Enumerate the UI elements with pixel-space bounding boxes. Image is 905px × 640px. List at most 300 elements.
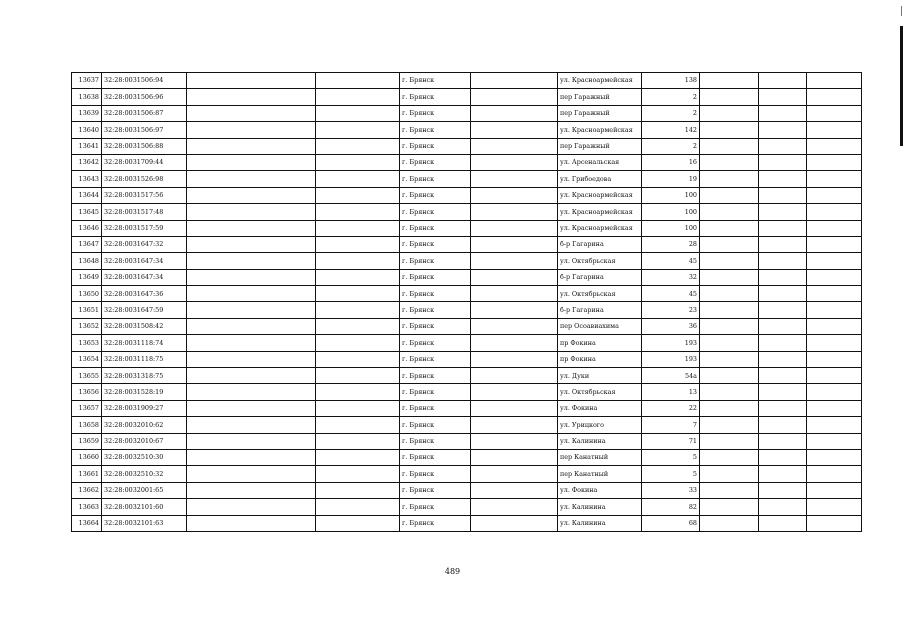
empty-cell [807, 269, 862, 285]
cadastral-number-cell: 32:28:0031517:56 [102, 187, 187, 203]
city-cell: г. Брянск [400, 236, 471, 252]
city-cell: г. Брянск [400, 204, 471, 220]
empty-cell [700, 253, 759, 269]
registry-table [71, 72, 862, 532]
house-number-cell: 2 [642, 89, 700, 105]
empty-cell [471, 236, 558, 252]
cadastral-number-cell: 32:28:0031647:59 [102, 302, 187, 318]
city-cell: г. Брянск [400, 368, 471, 384]
empty-cell [700, 351, 759, 367]
street-cell: ул. Красноармейская [558, 122, 642, 138]
table-row [72, 105, 862, 121]
empty-cell [316, 269, 400, 285]
empty-cell [187, 400, 316, 416]
street-cell: пр Фокина [558, 335, 642, 351]
empty-cell [316, 73, 400, 89]
record-number-cell: 13656 [72, 384, 102, 400]
city-cell: г. Брянск [400, 417, 471, 433]
street-cell: ул. Октябрьская [558, 286, 642, 302]
house-number-cell: 33 [642, 482, 700, 498]
empty-cell [316, 449, 400, 465]
cadastral-number-cell: 32:28:0031506:94 [102, 73, 187, 89]
street-cell: б-р Гагарина [558, 269, 642, 285]
record-number-cell: 13641 [72, 138, 102, 154]
table-row [72, 187, 862, 203]
street-cell: пер Гаражный [558, 138, 642, 154]
empty-cell [807, 449, 862, 465]
house-number-cell: 2 [642, 138, 700, 154]
empty-cell [759, 138, 807, 154]
street-cell: б-р Гагарина [558, 302, 642, 318]
table-row [72, 138, 862, 154]
empty-cell [471, 400, 558, 416]
table-row [72, 449, 862, 465]
empty-cell [807, 253, 862, 269]
street-cell: ул. Фокина [558, 482, 642, 498]
record-number-cell: 13648 [72, 253, 102, 269]
empty-cell [759, 499, 807, 515]
empty-cell [700, 286, 759, 302]
cadastral-number-cell: 32:28:0031506:97 [102, 122, 187, 138]
empty-cell [187, 466, 316, 482]
empty-cell [316, 253, 400, 269]
city-cell: г. Брянск [400, 220, 471, 236]
empty-cell [316, 122, 400, 138]
empty-cell [700, 105, 759, 121]
empty-cell [807, 466, 862, 482]
empty-cell [316, 368, 400, 384]
city-cell: г. Брянск [400, 351, 471, 367]
city-cell: г. Брянск [400, 105, 471, 121]
empty-cell [187, 204, 316, 220]
record-number-cell: 13637 [72, 73, 102, 89]
record-number-cell: 13643 [72, 171, 102, 187]
empty-cell [759, 449, 807, 465]
empty-cell [700, 302, 759, 318]
empty-cell [700, 204, 759, 220]
empty-cell [759, 204, 807, 220]
record-number-cell: 13646 [72, 220, 102, 236]
empty-cell [700, 499, 759, 515]
empty-cell [807, 433, 862, 449]
cadastral-number-cell: 32:28:0031647:34 [102, 253, 187, 269]
record-number-cell: 13655 [72, 368, 102, 384]
table-row [72, 499, 862, 515]
street-cell: ул. Фокина [558, 400, 642, 416]
cadastral-number-cell: 32:28:0032001:65 [102, 482, 187, 498]
empty-cell [807, 171, 862, 187]
house-number-cell: 68 [642, 515, 700, 531]
empty-cell [316, 318, 400, 334]
empty-cell [187, 482, 316, 498]
empty-cell [471, 318, 558, 334]
record-number-cell: 13664 [72, 515, 102, 531]
house-number-cell: 22 [642, 400, 700, 416]
record-number-cell: 13651 [72, 302, 102, 318]
empty-cell [807, 89, 862, 105]
house-number-cell: 16 [642, 154, 700, 170]
empty-cell [807, 499, 862, 515]
empty-cell [187, 253, 316, 269]
scan-edge-mark [901, 6, 902, 16]
empty-cell [187, 302, 316, 318]
empty-cell [187, 171, 316, 187]
cadastral-number-cell: 32:28:0032101:63 [102, 515, 187, 531]
record-number-cell: 13654 [72, 351, 102, 367]
empty-cell [187, 154, 316, 170]
cadastral-number-cell: 32:28:0031118:74 [102, 335, 187, 351]
empty-cell [700, 187, 759, 203]
street-cell: пер Гаражный [558, 89, 642, 105]
empty-cell [700, 138, 759, 154]
empty-cell [316, 515, 400, 531]
empty-cell [187, 499, 316, 515]
record-number-cell: 13638 [72, 89, 102, 105]
empty-cell [700, 318, 759, 334]
street-cell: пр Фокина [558, 351, 642, 367]
city-cell: г. Брянск [400, 187, 471, 203]
table-row [72, 368, 862, 384]
empty-cell [700, 433, 759, 449]
empty-cell [807, 417, 862, 433]
empty-cell [759, 417, 807, 433]
empty-cell [471, 368, 558, 384]
empty-cell [187, 384, 316, 400]
street-cell: ул. Калинина [558, 515, 642, 531]
empty-cell [807, 351, 862, 367]
empty-cell [316, 384, 400, 400]
table-row [72, 433, 862, 449]
record-number-cell: 13657 [72, 400, 102, 416]
empty-cell [807, 204, 862, 220]
empty-cell [759, 253, 807, 269]
empty-cell [471, 351, 558, 367]
street-cell: ул. Красноармейская [558, 73, 642, 89]
empty-cell [471, 449, 558, 465]
empty-cell [316, 187, 400, 203]
empty-cell [700, 368, 759, 384]
table-row [72, 351, 862, 367]
empty-cell [807, 400, 862, 416]
empty-cell [700, 482, 759, 498]
empty-cell [471, 515, 558, 531]
empty-cell [807, 138, 862, 154]
street-cell: ул. Дуки [558, 368, 642, 384]
empty-cell [316, 466, 400, 482]
empty-cell [471, 89, 558, 105]
cadastral-number-cell: 32:28:0031528:19 [102, 384, 187, 400]
empty-cell [187, 236, 316, 252]
empty-cell [700, 220, 759, 236]
empty-cell [700, 449, 759, 465]
table-row [72, 335, 862, 351]
table-row [72, 269, 862, 285]
scan-edge-bar [900, 26, 903, 146]
empty-cell [807, 318, 862, 334]
empty-cell [471, 154, 558, 170]
city-cell: г. Брянск [400, 89, 471, 105]
table-row [72, 466, 862, 482]
record-number-cell: 13639 [72, 105, 102, 121]
record-number-cell: 13659 [72, 433, 102, 449]
city-cell: г. Брянск [400, 400, 471, 416]
cadastral-number-cell: 32:28:0031647:36 [102, 286, 187, 302]
city-cell: г. Брянск [400, 466, 471, 482]
cadastral-number-cell: 32:28:0031909:27 [102, 400, 187, 416]
empty-cell [471, 187, 558, 203]
city-cell: г. Брянск [400, 269, 471, 285]
empty-cell [471, 171, 558, 187]
house-number-cell: 193 [642, 351, 700, 367]
house-number-cell: 71 [642, 433, 700, 449]
record-number-cell: 13649 [72, 269, 102, 285]
empty-cell [316, 286, 400, 302]
empty-cell [807, 220, 862, 236]
empty-cell [759, 515, 807, 531]
house-number-cell: 5 [642, 466, 700, 482]
table-row [72, 204, 862, 220]
empty-cell [807, 73, 862, 89]
empty-cell [807, 335, 862, 351]
empty-cell [316, 417, 400, 433]
empty-cell [187, 138, 316, 154]
empty-cell [759, 302, 807, 318]
cadastral-number-cell: 32:28:0031506:88 [102, 138, 187, 154]
empty-cell [187, 368, 316, 384]
record-number-cell: 13658 [72, 417, 102, 433]
table-row [72, 122, 862, 138]
cadastral-number-cell: 32:28:0031506:96 [102, 89, 187, 105]
cadastral-number-cell: 32:28:0031517:59 [102, 220, 187, 236]
cadastral-number-cell: 32:28:0032010:62 [102, 417, 187, 433]
record-number-cell: 13650 [72, 286, 102, 302]
empty-cell [316, 220, 400, 236]
empty-cell [187, 220, 316, 236]
empty-cell [471, 417, 558, 433]
empty-cell [187, 318, 316, 334]
empty-cell [316, 236, 400, 252]
empty-cell [759, 368, 807, 384]
house-number-cell: 5 [642, 449, 700, 465]
record-number-cell: 13660 [72, 449, 102, 465]
empty-cell [471, 220, 558, 236]
street-cell: пер Канатный [558, 449, 642, 465]
cadastral-number-cell: 32:28:0031647:34 [102, 269, 187, 285]
record-number-cell: 13647 [72, 236, 102, 252]
house-number-cell: 54а [642, 368, 700, 384]
street-cell: ул. Калинина [558, 499, 642, 515]
record-number-cell: 13652 [72, 318, 102, 334]
empty-cell [759, 105, 807, 121]
empty-cell [759, 89, 807, 105]
record-number-cell: 13642 [72, 154, 102, 170]
table-row [72, 417, 862, 433]
street-cell: ул. Октябрьская [558, 384, 642, 400]
cadastral-number-cell: 32:28:0031506:87 [102, 105, 187, 121]
empty-cell [316, 302, 400, 318]
house-number-cell: 142 [642, 122, 700, 138]
empty-cell [700, 154, 759, 170]
empty-cell [700, 269, 759, 285]
empty-cell [807, 384, 862, 400]
empty-cell [471, 466, 558, 482]
cadastral-number-cell: 32:28:0032510:30 [102, 449, 187, 465]
cadastral-number-cell: 32:28:0031508:42 [102, 318, 187, 334]
empty-cell [759, 286, 807, 302]
city-cell: г. Брянск [400, 286, 471, 302]
empty-cell [700, 466, 759, 482]
house-number-cell: 19 [642, 171, 700, 187]
empty-cell [700, 417, 759, 433]
empty-cell [187, 89, 316, 105]
empty-cell [700, 335, 759, 351]
house-number-cell: 36 [642, 318, 700, 334]
empty-cell [316, 400, 400, 416]
empty-cell [759, 269, 807, 285]
empty-cell [807, 105, 862, 121]
cadastral-number-cell: 32:28:0032101:60 [102, 499, 187, 515]
record-number-cell: 13645 [72, 204, 102, 220]
house-number-cell: 13 [642, 384, 700, 400]
house-number-cell: 2 [642, 105, 700, 121]
table-row [72, 384, 862, 400]
house-number-cell: 23 [642, 302, 700, 318]
table-row [72, 253, 862, 269]
record-number-cell: 13644 [72, 187, 102, 203]
empty-cell [471, 204, 558, 220]
house-number-cell: 45 [642, 253, 700, 269]
empty-cell [759, 236, 807, 252]
empty-cell [187, 515, 316, 531]
empty-cell [187, 433, 316, 449]
empty-cell [471, 253, 558, 269]
house-number-cell: 100 [642, 220, 700, 236]
empty-cell [187, 187, 316, 203]
empty-cell [759, 154, 807, 170]
table-row [72, 89, 862, 105]
empty-cell [759, 318, 807, 334]
cadastral-number-cell: 32:28:0031318:75 [102, 368, 187, 384]
empty-cell [807, 187, 862, 203]
table-row [72, 286, 862, 302]
empty-cell [759, 335, 807, 351]
empty-cell [700, 400, 759, 416]
city-cell: г. Брянск [400, 335, 471, 351]
empty-cell [759, 351, 807, 367]
city-cell: г. Брянск [400, 482, 471, 498]
empty-cell [700, 89, 759, 105]
empty-cell [471, 384, 558, 400]
empty-cell [316, 89, 400, 105]
empty-cell [700, 236, 759, 252]
cadastral-number-cell: 32:28:0031647:32 [102, 236, 187, 252]
empty-cell [187, 269, 316, 285]
cadastral-number-cell: 32:28:0032510:32 [102, 466, 187, 482]
street-cell: пер Гаражный [558, 105, 642, 121]
city-cell: г. Брянск [400, 433, 471, 449]
table-row [72, 515, 862, 531]
empty-cell [700, 515, 759, 531]
empty-cell [759, 187, 807, 203]
empty-cell [471, 105, 558, 121]
city-cell: г. Брянск [400, 171, 471, 187]
house-number-cell: 82 [642, 499, 700, 515]
street-cell: пер Осоавиахима [558, 318, 642, 334]
cadastral-number-cell: 32:28:0031517:48 [102, 204, 187, 220]
empty-cell [187, 449, 316, 465]
empty-cell [759, 433, 807, 449]
empty-cell [316, 499, 400, 515]
house-number-cell: 100 [642, 187, 700, 203]
empty-cell [807, 122, 862, 138]
empty-cell [700, 122, 759, 138]
table-row [72, 73, 862, 89]
record-number-cell: 13653 [72, 335, 102, 351]
empty-cell [471, 302, 558, 318]
empty-cell [471, 138, 558, 154]
street-cell: ул. Красноармейская [558, 187, 642, 203]
city-cell: г. Брянск [400, 515, 471, 531]
empty-cell [807, 154, 862, 170]
empty-cell [187, 105, 316, 121]
empty-cell [759, 73, 807, 89]
empty-cell [807, 515, 862, 531]
table-row [72, 318, 862, 334]
empty-cell [759, 220, 807, 236]
street-cell: ул. Урицкого [558, 417, 642, 433]
record-number-cell: 13663 [72, 499, 102, 515]
city-cell: г. Брянск [400, 384, 471, 400]
empty-cell [759, 384, 807, 400]
city-cell: г. Брянск [400, 122, 471, 138]
city-cell: г. Брянск [400, 154, 471, 170]
empty-cell [187, 351, 316, 367]
record-number-cell: 13662 [72, 482, 102, 498]
empty-cell [187, 417, 316, 433]
empty-cell [807, 236, 862, 252]
empty-cell [187, 122, 316, 138]
street-cell: ул. Октябрьская [558, 253, 642, 269]
empty-cell [316, 482, 400, 498]
cadastral-number-cell: 32:28:0031709:44 [102, 154, 187, 170]
empty-cell [700, 384, 759, 400]
street-cell: ул. Калинина [558, 433, 642, 449]
street-cell: пер Канатный [558, 466, 642, 482]
street-cell: ул. Грибоедова [558, 171, 642, 187]
street-cell: ул. Красноармейская [558, 204, 642, 220]
empty-cell [807, 286, 862, 302]
table-row [72, 220, 862, 236]
record-number-cell: 13640 [72, 122, 102, 138]
table-row [72, 154, 862, 170]
empty-cell [759, 122, 807, 138]
table-row [72, 482, 862, 498]
empty-cell [187, 335, 316, 351]
empty-cell [316, 105, 400, 121]
empty-cell [759, 400, 807, 416]
empty-cell [316, 171, 400, 187]
table-row [72, 400, 862, 416]
city-cell: г. Брянск [400, 73, 471, 89]
empty-cell [471, 499, 558, 515]
house-number-cell: 138 [642, 73, 700, 89]
table-row [72, 236, 862, 252]
cadastral-number-cell: 32:28:0031526:98 [102, 171, 187, 187]
house-number-cell: 32 [642, 269, 700, 285]
street-cell: б-р Гагарина [558, 236, 642, 252]
empty-cell [316, 433, 400, 449]
empty-cell [471, 286, 558, 302]
